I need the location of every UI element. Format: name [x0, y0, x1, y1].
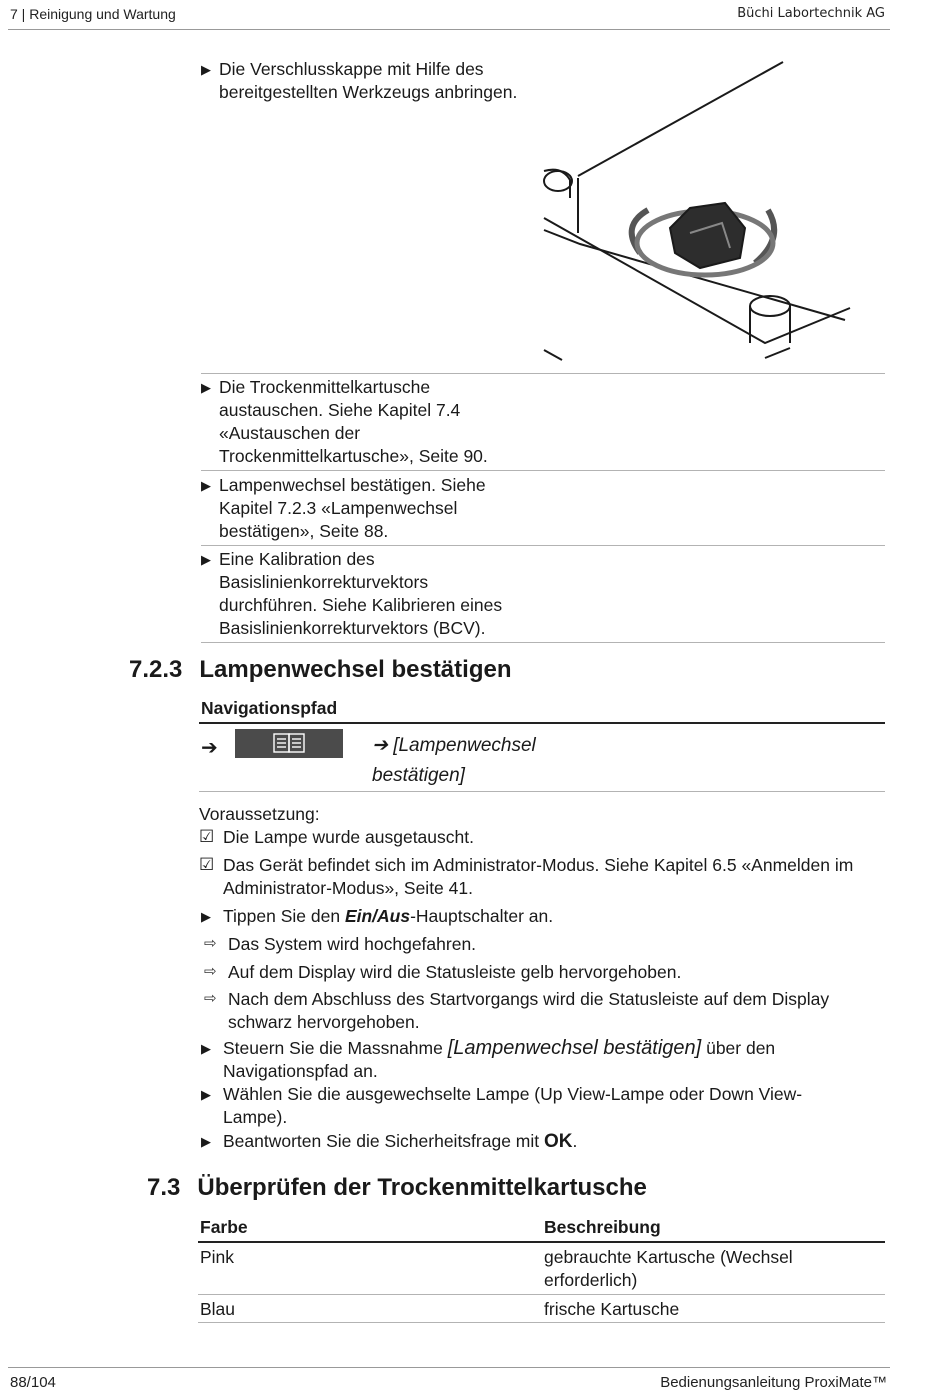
table-header-rule [199, 722, 885, 724]
precondition-label: Voraussetzung: [199, 804, 320, 824]
section-heading-7-3: 7.3 Überprüfen der Trockenmittelkartusche [147, 1174, 647, 1201]
divider [201, 545, 885, 546]
table-header-color: Farbe [200, 1217, 248, 1237]
menu-book-button[interactable] [235, 729, 343, 758]
divider [201, 373, 885, 374]
table-row-divider [198, 1294, 885, 1295]
table-cell-description: gebrauchte Kartusche (Wechsel erforderlich) [544, 1247, 793, 1290]
result-status-yellow: Auf dem Display wird die Statusleiste gelb hervorgehoben. [228, 962, 682, 982]
footer-divider [8, 1367, 890, 1368]
divider [201, 642, 885, 643]
precondition-admin-mode: Das Gerät befindet sich im Administrator-Modus. Siehe Kapitel 6.5 «Anmelden im Administrator-Modus», Seite 41. [223, 855, 854, 898]
cap-tool-illustration [540, 58, 855, 363]
table-header-description: Beschreibung [544, 1217, 661, 1237]
divider [201, 470, 885, 471]
nav-path-label: Navigationspfad [201, 698, 338, 718]
step-replace-cartridge: ▶ Die Trockenmittelkartusche austauschen. Siehe Kapitel 7.4 «Austauschen der Trockenmittelkartusche», Seite 90. [201, 377, 488, 466]
book-icon [235, 729, 343, 758]
header-company: Büchi Labortechnik AG [737, 6, 885, 21]
step-bullet-icon: ▶ [201, 909, 211, 924]
step-bullet-icon: ▶ [201, 380, 211, 395]
checkbox-icon: ☑ [199, 827, 215, 846]
table-row-divider [198, 1322, 885, 1323]
precondition-lamp-replaced: Die Lampe wurde ausgetauscht. [223, 827, 474, 847]
header-chapter: 7 | Reinigung und Wartung [10, 6, 176, 22]
result-status-black: Nach dem Abschluss des Startvorgangs wird die Statusleiste auf dem Display schwarz hervorgehoben. [228, 989, 830, 1032]
result-system-start: Das System wird hochgefahren. [228, 934, 477, 954]
table-cell-color: Blau [200, 1299, 236, 1319]
divider [199, 791, 885, 792]
table-cell-description: frische Kartusche [544, 1299, 680, 1319]
step-navigate-action: Steuern Sie die Massnahme [Lampenwechsel bestätigen] über den Navigationspfad an. [223, 1037, 776, 1081]
result-arrow-icon: ⇨ [204, 935, 217, 952]
step-bullet-icon: ▶ [201, 1087, 211, 1102]
result-arrow-icon: ⇨ [204, 963, 217, 980]
checkbox-icon: ☑ [199, 855, 215, 874]
step-bullet-icon: ▶ [201, 1041, 211, 1056]
step-answer-ok: Beantworten Sie die Sicherheitsfrage mit OK. [223, 1131, 578, 1152]
footer-page-number: 88/104 [10, 1374, 56, 1391]
section-heading-7-2-3: 7.2.3 Lampenwechsel bestätigen [129, 656, 512, 683]
step-bullet-icon: ▶ [201, 478, 211, 493]
header-divider [8, 29, 890, 30]
step-power-switch: Tippen Sie den Ein/Aus-Hauptschalter an. [223, 906, 554, 926]
step-attach-cap: ▶ Die Verschlusskappe mit Hilfe des bereitgestellten Werkzeugs anbringen. [201, 59, 518, 102]
arrow-icon: ➔ [201, 737, 218, 759]
step-select-lamp: Wählen Sie die ausgewechselte Lampe (Up View-Lampe oder Down View- Lampe). [223, 1084, 803, 1127]
step-bullet-icon: ▶ [201, 62, 211, 77]
nav-path-target: ➔ [Lampenwechsel bestätigen] [372, 735, 536, 786]
result-arrow-icon: ⇨ [204, 990, 217, 1007]
step-confirm-lamp: ▶ Lampenwechsel bestätigen. Siehe Kapitel 7.2.3 «Lampenwechsel bestätigen», Seite 88. [201, 475, 486, 541]
step-bullet-icon: ▶ [201, 1134, 211, 1149]
step-calibration: ▶ Eine Kalibration des Basislinienkorrekturvektors durchführen. Siehe Kalibrieren eines Basislinienkorrekturvektors (BCV). [201, 549, 503, 638]
table-header-rule [198, 1241, 885, 1243]
table-cell-color: Pink [200, 1247, 235, 1267]
footer-manual-title: Bedienungsanleitung ProxiMate™ [660, 1374, 887, 1391]
step-bullet-icon: ▶ [201, 552, 211, 567]
